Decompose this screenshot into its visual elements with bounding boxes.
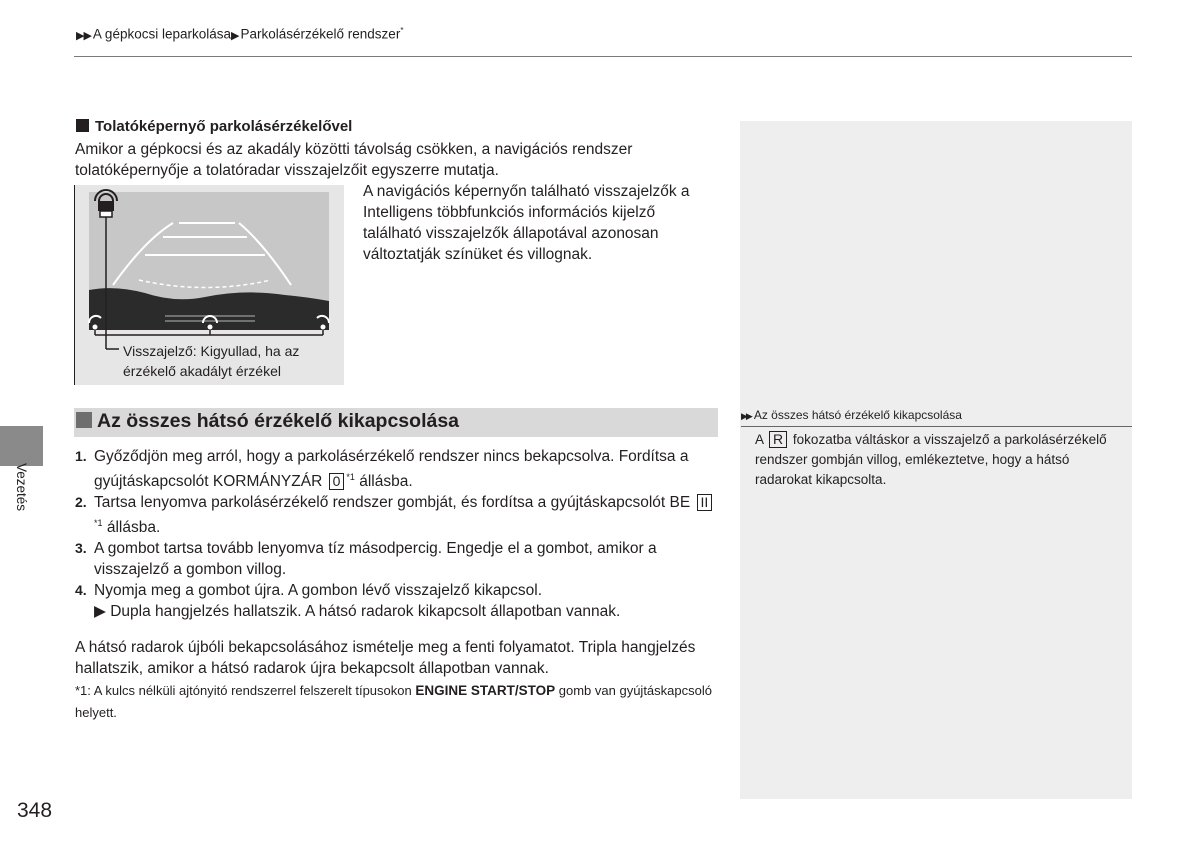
subsection-title	[76, 118, 352, 135]
step-number: 1.	[75, 448, 87, 464]
chapter-tab	[0, 426, 43, 466]
footnote-ref: *1	[346, 472, 355, 482]
header-divider	[74, 56, 1132, 57]
breadcrumb-item-sensor: Parkolásérzékelő rendszer	[240, 26, 401, 42]
footnote-bold: ENGINE START/STOP	[415, 683, 556, 698]
step-text: Nyomja meg a gombot újra. A gombon lévő visszajelző kikapcsol. ▶ Dupla hangjelzés hallatszik. A hátsó radarok kikapcsolt állapotban vannak.	[94, 580, 720, 622]
breadcrumb-mark: *	[400, 26, 404, 35]
black-square-icon	[76, 119, 89, 132]
step-text: Győződjön meg arról, hogy a parkolásérzékelő rendszer nincs bekapcsolva. Fordítsa a gyújtáskapcsolót KORMÁNYZÁR 0 $^{*1}$ állásba.	[94, 448, 689, 491]
nav-indicator-paragraph: A navigációs képernyőn található visszajelzők a Intelligens többfunkciós információs kijelző található visszajelzők állapotával azonosan változtatják színüket és villognak.	[363, 183, 690, 263]
footnote-ref: *1	[94, 518, 103, 529]
step-text: Tartsa lenyomva parkolásérzékelő rendszer gombját, és fordítsa a gyújtáskapcsolót BE II$^{*1}$ állásba.	[94, 492, 720, 538]
gear-r-key: R	[769, 431, 787, 448]
step-text: A gombot tartsa tovább lenyomva tíz másodpercig. Engedje el a gombot, amikor a visszajelző a gombon villog.	[94, 540, 657, 579]
ignition-key-ii: II	[697, 494, 713, 511]
section-title-text: Az összes hátsó érzékelő kikapcsolása	[97, 410, 460, 432]
ignition-key-0: 0	[329, 473, 345, 490]
step-item	[75, 580, 720, 622]
step-number: 4.	[75, 582, 87, 599]
figure-caption: Visszajelző: Kigyullad, ha az érzékelő akadályt érzékel	[123, 343, 300, 379]
page-number: 348	[17, 799, 53, 822]
rear-camera-figure	[74, 185, 344, 385]
step-number: 3.	[75, 540, 87, 557]
section-title	[76, 410, 459, 433]
reactivate-paragraph: A hátsó radarok újbóli bekapcsolásához ismételje meg a fenti folyamatot. Tripla hangjelzés hallatszik, amikor a hátsó radarok újra bekapcsolt állapotban vannak.	[75, 639, 696, 677]
side-note-text: A R fokozatba váltáskor a visszajelző a parkolásérzékelő rendszer gombján villog, emlékeztetve, hogy a hátsó radarokat kikapcsolta.	[755, 431, 1107, 487]
gray-square-icon	[76, 412, 92, 428]
steps-list	[75, 446, 720, 622]
side-note-divider	[741, 426, 1132, 427]
step-number: 2.	[75, 494, 87, 511]
subsection-title-text: Tolatóképernyő parkolásérzékelővel	[95, 118, 353, 135]
footnote: *1: A kulcs nélküli ajtónyitó rendszerrel felszerelt típusokon ENGINE START/STOP gomb van gyújtáskapcsoló helyett.	[75, 683, 712, 720]
step-item	[75, 492, 720, 538]
intro-paragraph: Amikor a gépkocsi és az akadály közötti távolság csökken, a navigációs rendszer tolatóképernyője a tolatóradar visszajelzőit egyszerre mutatja.	[75, 141, 633, 179]
side-note-heading: ▶▶ Az összes hátsó érzékelő kikapcsolása	[741, 408, 962, 422]
play-arrow-icon: ▶▶	[76, 29, 91, 42]
breadcrumb	[76, 26, 403, 42]
step-item	[75, 538, 720, 580]
play-arrow-icon: ▶	[94, 603, 111, 621]
step-result: ▶ Dupla hangjelzés hallatszik. A hátsó radarok kikapcsolt állapotban vannak.	[94, 603, 621, 621]
play-arrow-icon: ▶	[231, 29, 239, 42]
breadcrumb-item-parking: A gépkocsi leparkolása	[92, 26, 232, 42]
step-item	[75, 446, 720, 492]
double-arrow-icon: ▶▶	[741, 411, 751, 421]
chapter-tab-label: Vezetés	[14, 463, 29, 512]
